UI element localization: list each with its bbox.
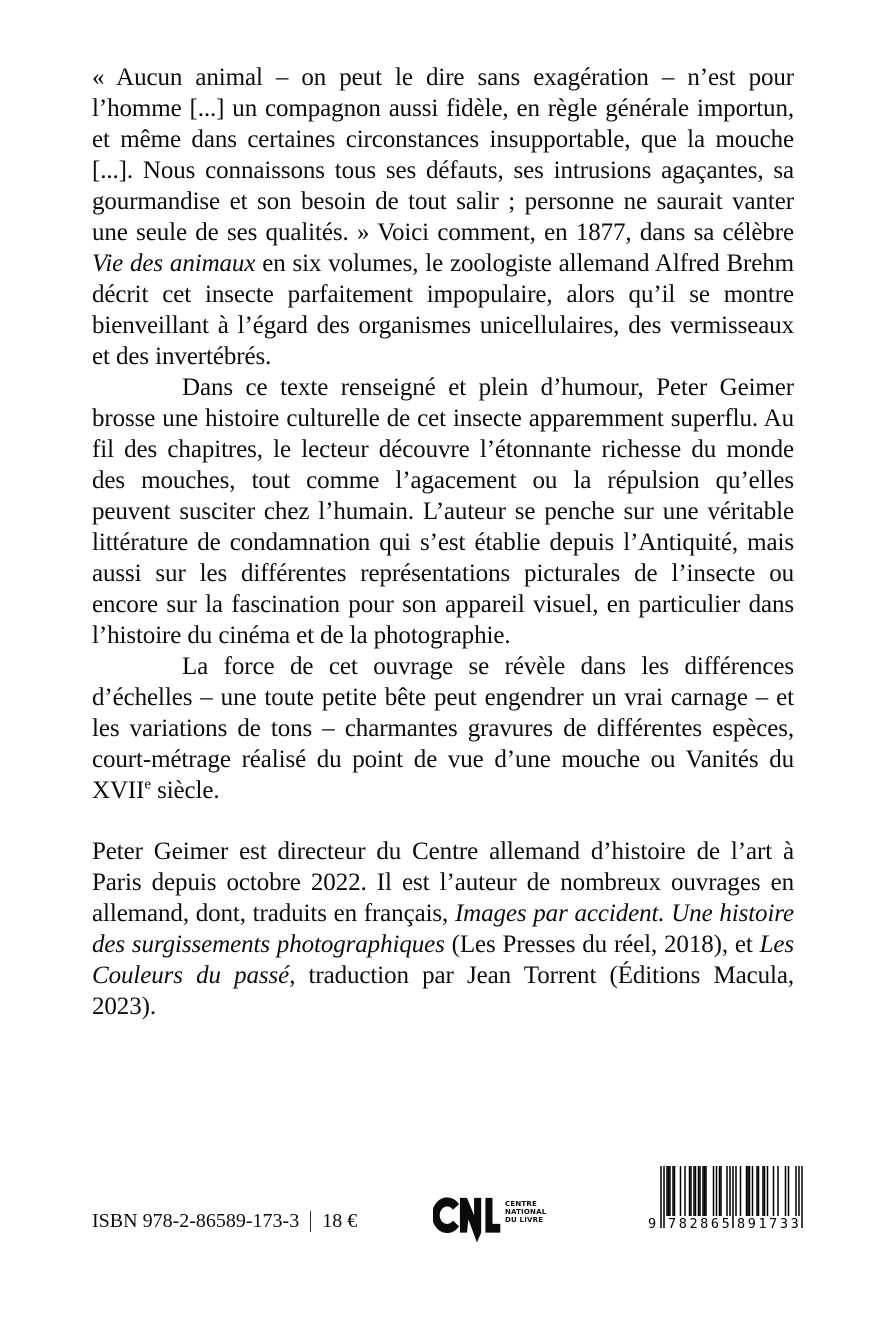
isbn-price-divider — [310, 1211, 311, 1232]
cnl-line-3: DU LIVRE — [505, 1216, 544, 1224]
cnl-logo — [433, 1197, 546, 1245]
body-text — [92, 62, 794, 1022]
text-segment: Les Couleurs du passé — [92, 931, 795, 989]
paragraph — [92, 651, 794, 806]
isbn-text: ISBN 978-2-86589-173-3 — [92, 1210, 300, 1232]
text-segment: « Aucun animal – on peut le dire sans exagération – n’est pour l’homme [...] un compagnon aussi fidèle, en règle générale importun, et même dans certaines circonstances insupportable, que la mouche [...]. Nous connaissons tous ses défauts, ses intrusions agaçantes, sa gourmandise et son besoin de tout salir ; personne ne saurait vanter une seule de ses qualités. » Voici comment, en 1877, dans sa célèbre — [92, 64, 794, 246]
barcode-digits-right: 891733 — [737, 1216, 802, 1232]
text-segment: Vie des animaux — [92, 250, 256, 277]
paragraph — [92, 372, 794, 651]
text-segment: La force de cet ouvrage se révèle dans les différences d’échelles – une toute petite bête peut engendrer un vrai carnage – et les variations de tons – charmantes gravures de différentes espèces, court-métrage réalisé du point de vue d’une mouche ou Vanités du XVII — [92, 653, 794, 804]
cnl-line-1: CENTRE — [505, 1200, 537, 1208]
text-segment: Images par accident. Une histoire des surgissements photographiques — [92, 900, 794, 958]
barcode-digits-left: 782865 — [668, 1216, 733, 1232]
price-text: 18 € — [322, 1210, 358, 1232]
ean13-barcode — [648, 1166, 810, 1240]
paragraph — [92, 836, 794, 1022]
text-segment: en six volumes, le zoologiste allemand Alfred Brehm décrit cet insecte parfaitement impopulaire, alors qu’il se montre bienveillant à l’égard des organismes unicellulaires, des vermisseaux et des invertébrés. — [92, 250, 794, 370]
text-segment: siècle. — [150, 777, 220, 804]
text-segment: Peter Geimer est directeur du Centre allemand d’histoire de l’art à Paris depuis octobre 2022. Il est l’auteur de nombreux ouvrages en allemand, dont, traduits en français, — [92, 838, 794, 927]
text-segment: (Les Presses du réel, 2018), et — [444, 931, 760, 958]
isbn-price-line — [92, 1210, 357, 1233]
cnl-letters-icon — [433, 1197, 501, 1245]
text-segment: , traduction par Jean Torrent (Éditions Macula, 2023). — [92, 962, 795, 1020]
text-segment: e — [144, 776, 151, 793]
cnl-line-2: NATIONAL — [505, 1208, 547, 1216]
paragraph — [92, 62, 794, 372]
barcode-digit-first: 9 — [648, 1216, 657, 1232]
text-segment: Dans ce texte renseigné et plein d’humour, Peter Geimer brosse une histoire culturelle de cet insecte apparemment superflu. Au fil des chapitres, le lecteur découvre l’étonnante richesse du monde des mouches, tout comme l’agacement ou la répulsion qu’elles peuvent susciter chez l’humain. L’auteur se penche sur une véritable littérature de condamnation qui s’est établie depuis l’Antiquité, mais aussi sur les différentes représentations picturales de l’insecte ou encore sur la fascination pour son appareil visuel, en particulier dans l’histoire du cinéma et de la photographie. — [92, 374, 794, 649]
cnl-small-text — [505, 1197, 546, 1224]
